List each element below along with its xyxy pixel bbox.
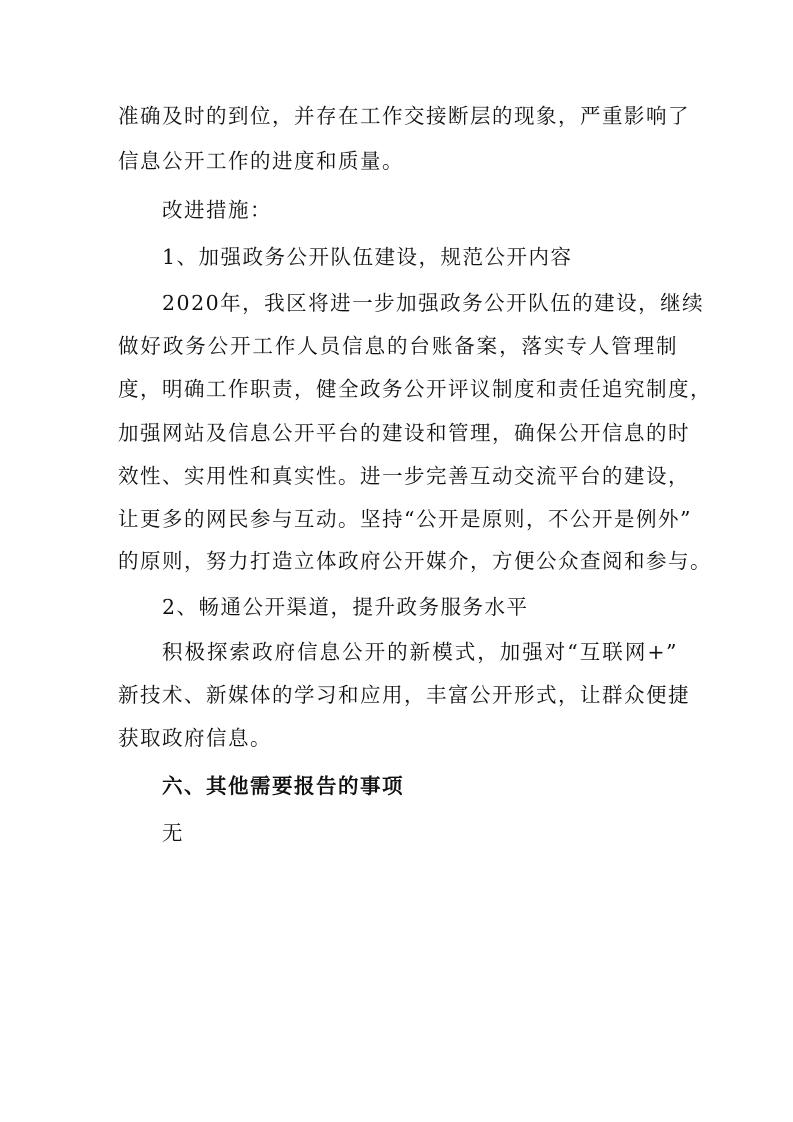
- subheading: 1、加强政务公开队伍建设，规范公开内容: [162, 245, 573, 269]
- paragraph-line: 效性、实用性和真实性。进一步完善互动交流平台的建设，: [118, 464, 690, 488]
- paragraph-line: 2020年，我区将进一步加强政务公开队伍的建设，继续: [162, 291, 705, 315]
- paragraph-line: 做好政务公开工作人员信息的台账备案，落实专人管理制: [118, 334, 678, 358]
- paragraph-line: 积极探索政府信息公开的新模式，加强对“互联网+”: [162, 640, 678, 664]
- paragraph-line: 准确及时的到位，并存在工作交接断层的现象，严重影响了: [118, 104, 690, 128]
- paragraph-line: 让更多的网民参与互动。坚持“公开是原则，不公开是例外”: [118, 507, 692, 531]
- subheading: 2、畅通公开渠道，提升政务服务水平: [162, 595, 529, 619]
- paragraph-line: 加强网站及信息公开平台的建设和管理，确保公开信息的时: [118, 421, 690, 445]
- section-heading: 六、其他需要报告的事项: [162, 774, 404, 798]
- paragraph-line: 无: [162, 821, 184, 845]
- paragraph-line: 度，明确工作职责，健全政务公开评议制度和责任追究制度，: [118, 377, 712, 401]
- paragraph-line: 新技术、新媒体的学习和应用，丰富公开形式，让群众便捷: [118, 683, 690, 707]
- paragraph-line: 获取政府信息。: [118, 726, 272, 750]
- paragraph-line: 的原则，努力打造立体政府公开媒介，方便公众查阅和参与。: [118, 549, 712, 573]
- section-label: 改进措施：: [162, 198, 272, 222]
- paragraph-line: 信息公开工作的进度和质量。: [118, 149, 404, 173]
